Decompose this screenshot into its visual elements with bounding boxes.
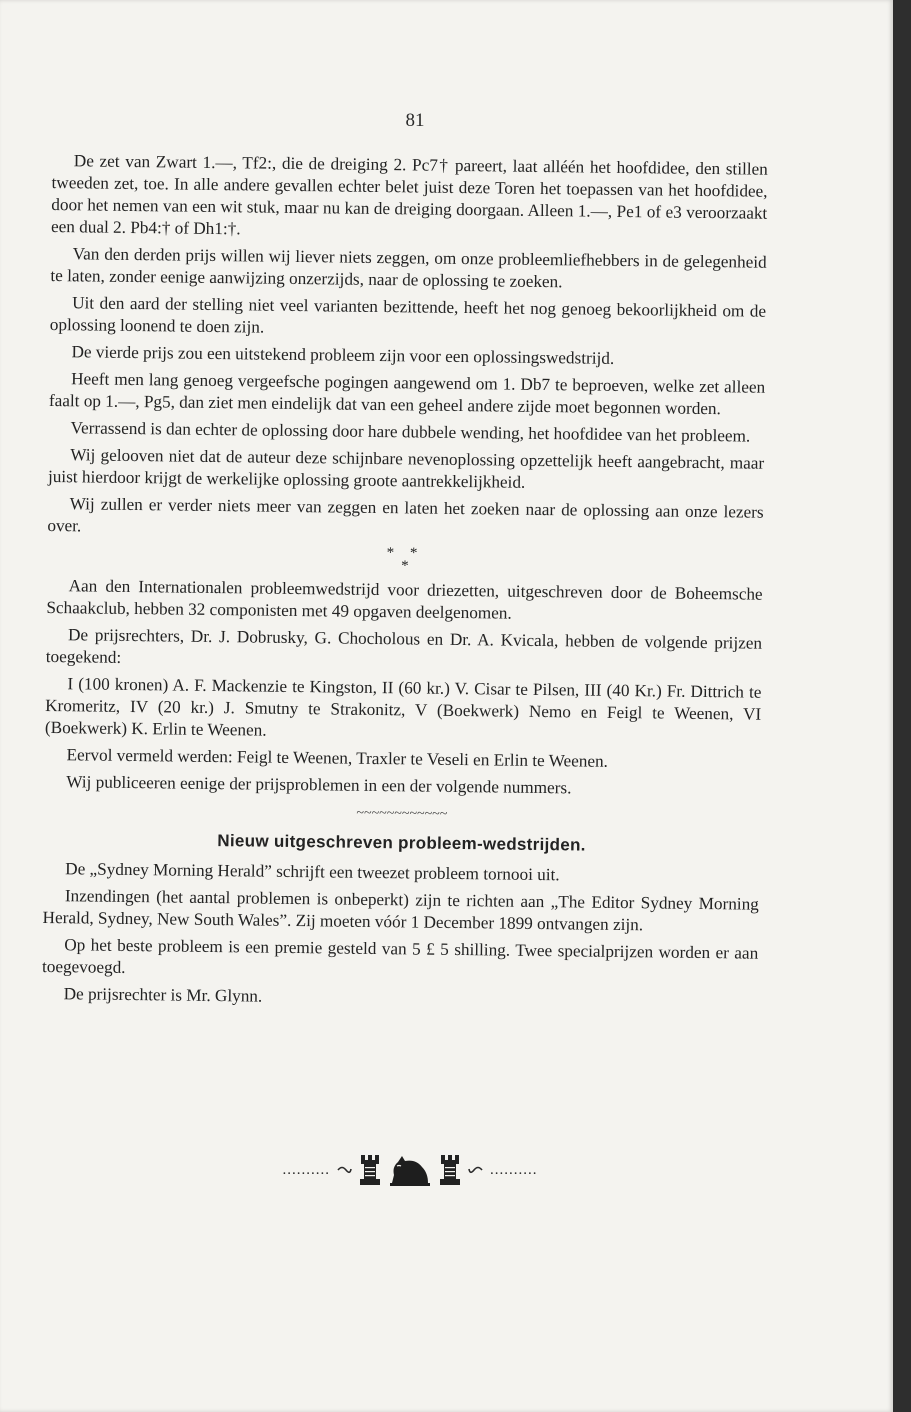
asterism-bottom: * (401, 558, 409, 575)
scroll-right-icon (468, 1164, 484, 1176)
wavy-rule: ~~~~~~~~~~~~ (356, 805, 448, 822)
paragraph: De zet van Zwart 1.—, Tf2:, die de dreiging 2. Pc7† pareert, laat alléén het hoofdidee, den stillen tweeden zet, toe. In alle andere gevallen echter belet juist deze Toren het toepassen van het hoofdidee, door het nemen van een wit stuk, maar nu kan de dreiging doorgaan. Alleen 1.—, Pe1 of e3 veroorzaakt een dual 2. Pb4:† of Dh1:†. (50, 151, 768, 239)
paragraph: Inzendingen (het aantal problemen is onbeperkt) zijn te richten aan „The Editor Sydney Morning Herald, Sydney, New South Wales”. Zij moeten vóór 1 December 1899 ontvangen zijn. (42, 886, 759, 935)
knight-icon (388, 1153, 432, 1187)
asterism-top: * * (386, 545, 424, 562)
ornament-dots-right: .......... (490, 1161, 538, 1178)
paragraph: Heeft men lang genoeg vergeefsche pogingen aangewend om 1. Db7 te beproeven, welke zet alleen faalt op 1.—, Pg5, dan ziet men eindelijk dat van een geheel andere zijde moet begonnen worden. (48, 369, 766, 419)
ornament-dots-left: .......... (282, 1161, 330, 1178)
paragraph: De „Sydney Morning Herald” schrijft een tweezet probleem tornooi uit. (65, 859, 560, 885)
paragraph: Wij gelooven niet dat de auteur deze schijnbare nevenoplossing opzettelijk heeft aangebracht, maar juist hierdoor krijgt de werkelijke oplossing groote aantrekkelijkheid. (47, 445, 765, 492)
paragraph: Uit den aard der stelling niet veel varianten bezittende, heeft het nog genoeg bekoorlijkheid om de oplossing loonend te doen zijn. (49, 293, 767, 337)
paragraph: Verrassend is dan echter de oplossing door hare dubbele wending, het hoofdidee van het probleem. (70, 418, 751, 446)
paragraph: De vierde prijs zou een uitstekend probleem zijn voor een oplossingswedstrijd. (71, 342, 615, 368)
scroll-left-icon (336, 1164, 352, 1176)
chess-ornament (250, 1150, 570, 1190)
section-heading: Nieuw uitgeschreven probleem-wedstrijden. (217, 831, 586, 855)
paragraph: De prijsrechter is Mr. Glynn. (63, 984, 263, 1006)
rook-icon (438, 1153, 462, 1187)
paragraph: Wij zullen er verder niets meer van zeggen en laten het zoeken naar de oplossing aan onze lezers over. (47, 494, 764, 536)
paragraph: Eervol vermeld werden: Feigl te Weenen, Traxler te Veseli en Erlin te Weenen. (66, 745, 609, 771)
prize-list: I (100 kronen) A. F. Mackenzie te Kingston, II (60 kr.) V. Cisar te Pilsen, III (40 Kr.) Fr. Dittrich te Kromeritz, IV (20 kr.) J. Smutny te Strakonitz, V (Boekwerk) Nemo en Feigl te Weenen, VI (Boekwerk) K. Erlin te Weenen. (44, 674, 762, 740)
paragraph: Wij publiceeren eenige der prijsproblemen in een der volgende nummers. (66, 772, 572, 798)
paragraph: De prijsrechters, Dr. J. Dobrusky, G. Chocholous en Dr. A. Kvicala, hebben de volgende prijzen toegekend: (45, 625, 763, 667)
paragraph: Op het beste probleem is een premie gesteld van 5 £ 5 shilling. Twee specialprijzen worden er aan toegevoegd. (41, 935, 759, 977)
page-number: 81 (405, 110, 425, 131)
page-body (41, 150, 767, 1019)
rook-icon (358, 1153, 382, 1187)
paragraph: Aan den Internationalen probleemwedstrijd voor driezetten, uitgeschreven door de Boheemsche Schaakclub, hebben 32 componisten met 49 opgaven deelgenomen. (46, 576, 763, 623)
paragraph: Van den derden prijs willen wij liever niets zeggen, om onze probleemliefhebbers in de gelegenheid te laten, zonder eenige aanwijzing onzerzijds, naar de oplossing te zoeken. (50, 244, 767, 292)
